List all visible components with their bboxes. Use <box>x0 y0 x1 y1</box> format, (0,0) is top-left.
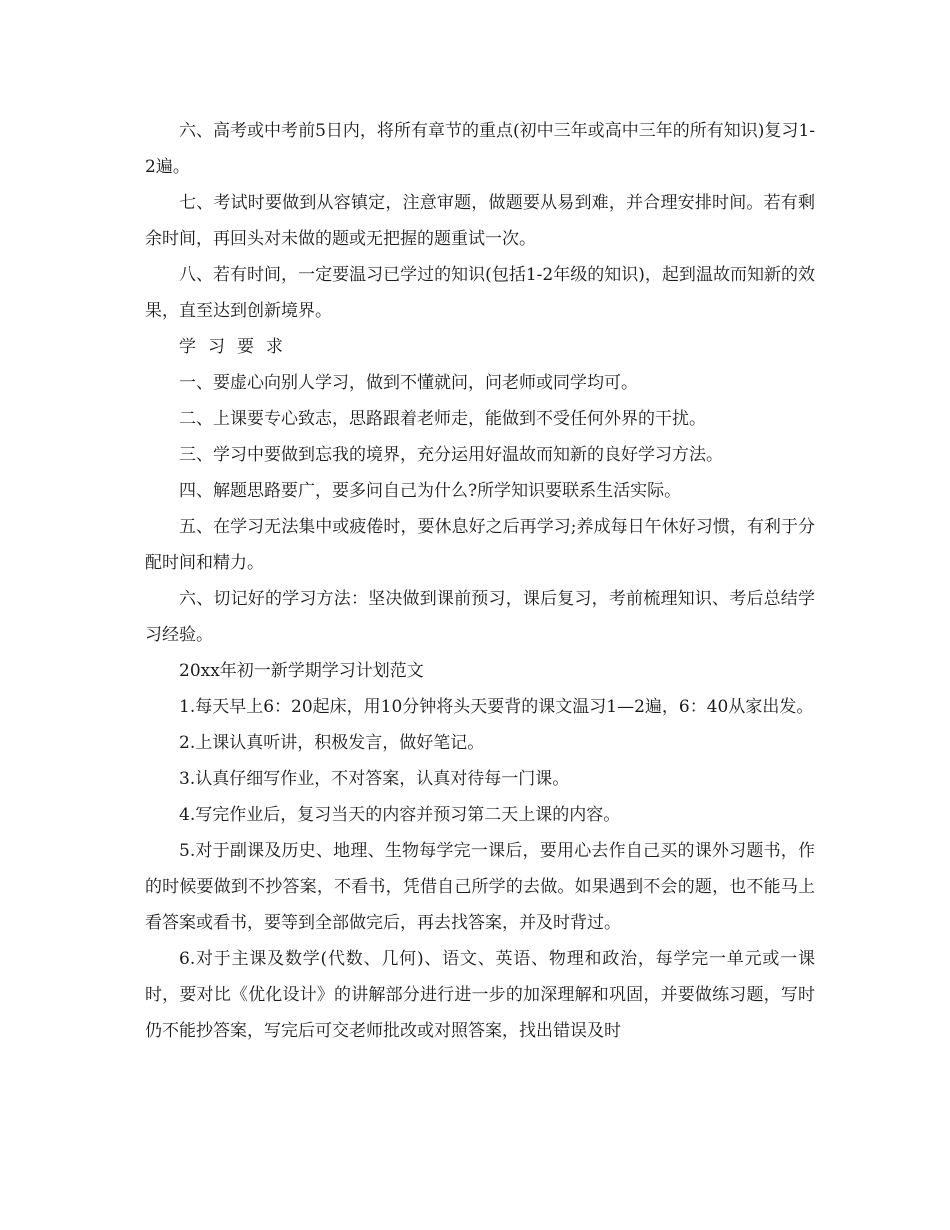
paragraph-exam-composure: 七、考试时要做到从容镇定，注意审题，做题要从易到难，并合理安排时间。若有剩余时间，再回头对未做的题或无把握的题重试一次。 <box>145 193 815 249</box>
plan-item: 4.写完作业后，复习当天的内容并预习第二天上课的内容。 <box>179 805 621 825</box>
paragraph-review-old-knowledge: 八、若有时间，一定要温习已学过的知识(包括1-2年级的知识)，起到温故而知新的效果，直至达到创新境界。 <box>145 265 815 321</box>
plan-title: 20xx年初一新学期学习计划范文 <box>179 661 424 681</box>
requirement-item: 五、在学习无法集中或疲倦时，要休息好之后再学习;养成每日午休好习惯，有利于分配时间和精力。 <box>145 517 815 573</box>
paragraph-review-before-exam: 六、高考或中考前5日内，将所有章节的重点(初中三年或高中三年的所有知识)复习1-2遍。 <box>145 121 815 177</box>
section-heading: 学习要求 <box>179 337 295 357</box>
plan-item: 1.每天早上6：20起床，用10分钟将头天要背的课文温习1—2遍，6：40从家出发。 <box>179 697 814 717</box>
document-body <box>145 113 815 1049</box>
requirement-item: 三、学习中要做到忘我的境界，充分运用好温故而知新的良好学习方法。 <box>179 445 723 465</box>
plan-item: 5.对于副课及历史、地理、生物每学完一课后，要用心去作自己买的课外习题书，作的时候要做到不抄答案，不看书，凭借自己所学的去做。如果遇到不会的题，也不能马上看答案或看书，要等到全部做完后，再去找答案，并及时背过。 <box>145 841 815 933</box>
plan-item: 3.认真仔细写作业，不对答案，认真对待每一门课。 <box>179 769 570 789</box>
plan-item: 6.对于主课及数学(代数、几何)、语文、英语、物理和政治，每学完一单元或一课时，要对比《优化设计》的讲解部分进行进一步的加深理解和巩固，并要做练习题，写时仍不能抄答案，写完后可交老师批改或对照答案，找出错误及时 <box>145 949 815 1041</box>
plan-item: 2.上课认真听讲，积极发言，做好笔记。 <box>179 733 485 753</box>
requirement-item: 六、切记好的学习方法：坚决做到课前预习，课后复习，考前梳理知识、考后总结学习经验。 <box>145 589 815 645</box>
requirement-item: 一、要虚心向别人学习，做到不懂就问，问老师或同学均可。 <box>179 373 638 393</box>
requirement-item: 四、解题思路要广，要多问自己为什么?所学知识要联系生活实际。 <box>179 481 682 501</box>
requirement-item: 二、上课要专心致志，思路跟着老师走，能做到不受任何外界的干扰。 <box>179 409 706 429</box>
